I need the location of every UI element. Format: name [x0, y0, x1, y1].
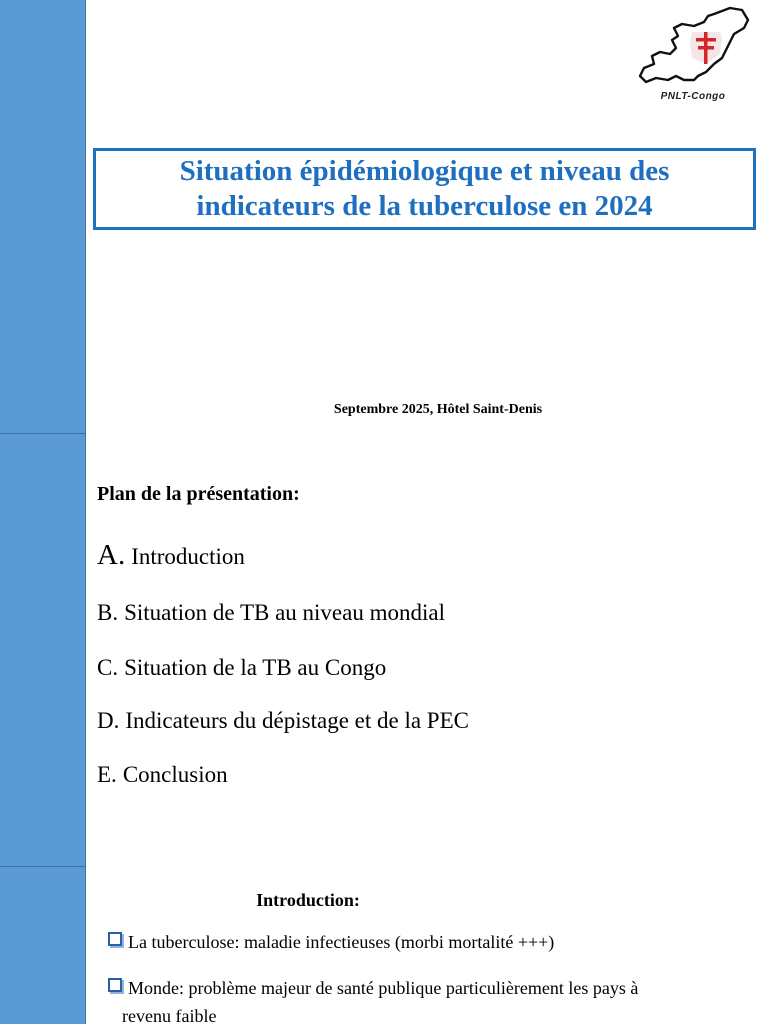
plan-item-label: Introduction	[131, 544, 245, 569]
plan-item	[97, 600, 445, 626]
bullet-text: La tuberculose: maladie infectieuses (morbi mortalité +++)	[128, 932, 555, 952]
plan-heading: Plan de la présentation:	[97, 483, 300, 505]
plan-item-label: Indicateurs du dépistage et de la PEC	[125, 708, 469, 733]
sidebar-segment	[0, 867, 86, 1024]
plan-item-label: Situation de la TB au Congo	[124, 655, 387, 680]
plan-item-letter: A.	[97, 539, 126, 571]
plan-item-letter: D.	[97, 708, 120, 733]
plan-item-letter: B.	[97, 600, 119, 625]
plan-item	[97, 655, 386, 681]
logo-caption: PNLT-Congo	[660, 91, 726, 102]
pnlt-logo	[634, 6, 752, 102]
bullet-text: Monde: problème majeur de santé publique particulièrement les pays à	[128, 978, 639, 998]
plan-item-label: Situation de TB au niveau mondial	[124, 600, 445, 625]
plan-item-letter: E.	[97, 762, 117, 787]
plan-item-label: Conclusion	[122, 762, 228, 787]
introduction-heading: Introduction:	[256, 890, 360, 910]
list-item	[108, 932, 708, 953]
plan-item-letter: C.	[97, 655, 119, 680]
checkbox-bullet-icon	[108, 932, 122, 946]
subtitle: Septembre 2025, Hôtel Saint-Denis	[333, 402, 543, 417]
plan-item	[97, 708, 469, 734]
sidebar-segment	[0, 0, 86, 434]
sidebar	[0, 0, 86, 1024]
list-item	[108, 974, 708, 1030]
sidebar-segment	[0, 434, 86, 867]
plan-item	[97, 539, 245, 572]
title-box	[93, 148, 756, 230]
checkbox-bullet-icon	[108, 978, 122, 992]
page-title: Situation épidémiologique et niveau des indicateurs de la tuberculose en 2024	[179, 155, 670, 222]
plan-item	[97, 762, 228, 788]
congo-map-cross-icon	[634, 6, 752, 92]
bullet-text-continued: revenu faible	[122, 1006, 217, 1026]
